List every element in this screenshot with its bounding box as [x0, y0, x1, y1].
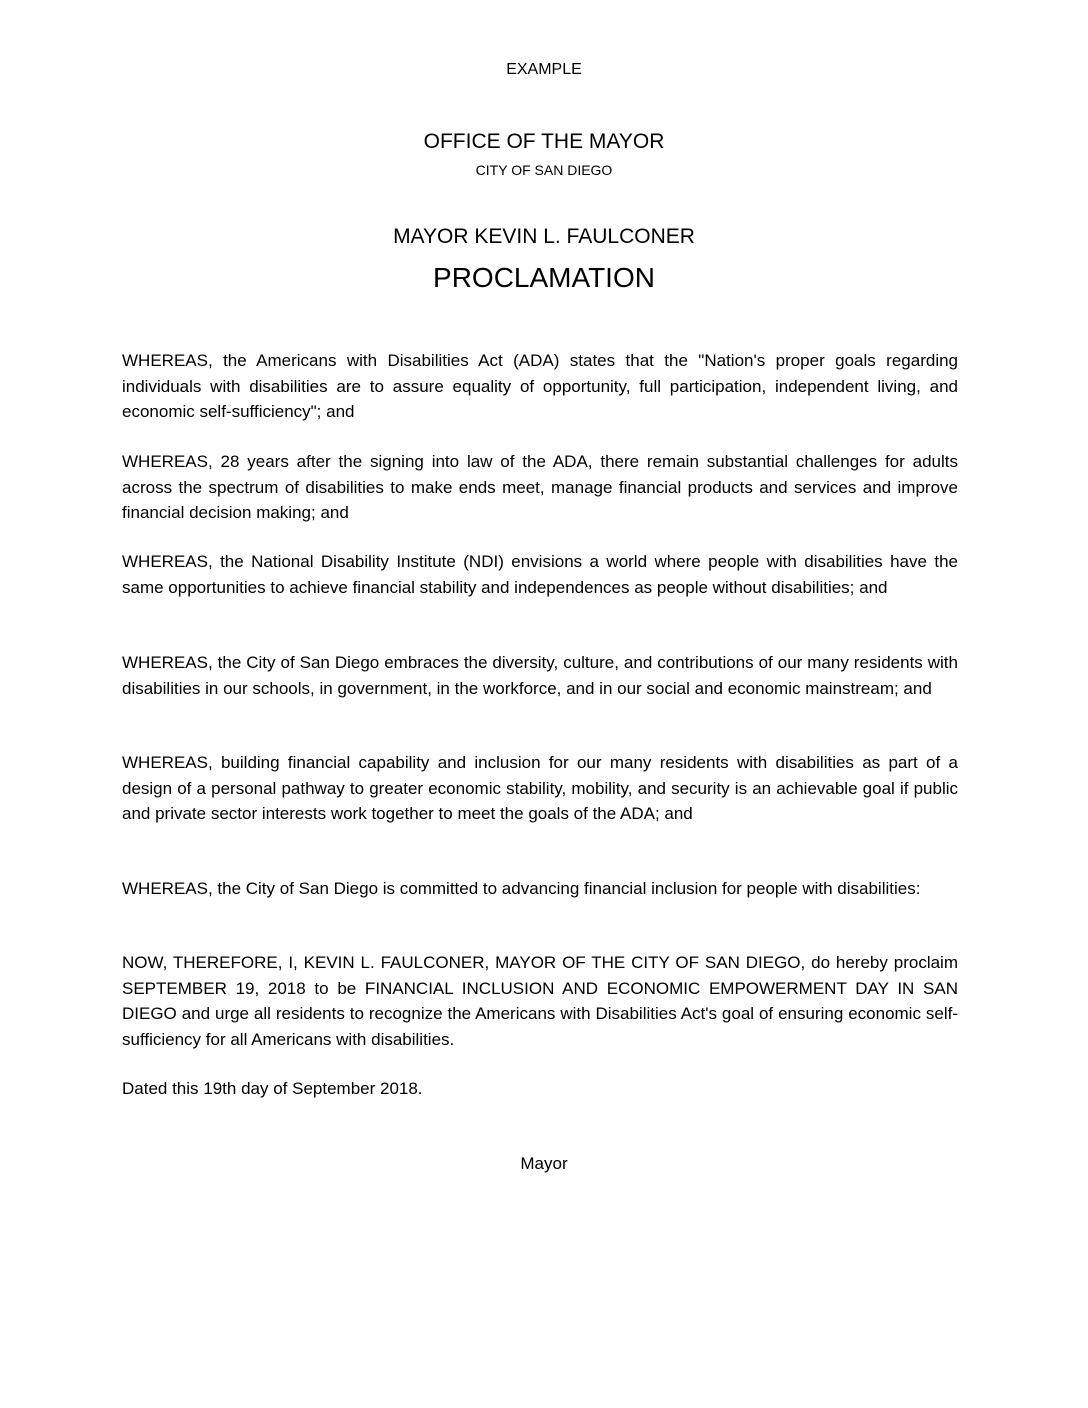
whereas-paragraph-6: WHEREAS, the City of San Diego is committed to advancing financial inclusion for people with disabilities: [122, 879, 921, 898]
whereas-paragraph-2: WHEREAS, 28 years after the signing into law of the ADA, there remain substantial challenges for adults across the spectrum of disabilities to make ends meet, manage financial products and services and improve financial decision making; and [122, 452, 958, 522]
mayor-heading: MAYOR KEVIN L. FAULCONER [393, 225, 695, 248]
proclamation-paragraph: NOW, THEREFORE, I, KEVIN L. FAULCONER, MAYOR OF THE CITY OF SAN DIEGO, do hereby proclaim SEPTEMBER 19, 2018 to be FINANCIAL INCLUSION AND ECONOMIC EMPOWERMENT DAY IN SAN DIEGO and urge all residents to recognize the Americans with Disabilities Act's goal of ensuring economic self-sufficiency for all Americans with disabilities. [122, 953, 958, 1049]
example-label: EXAMPLE [506, 61, 582, 78]
signature-label: Mayor [520, 1154, 568, 1173]
office-heading: OFFICE OF THE MAYOR [423, 130, 665, 153]
dated-line: Dated this 19th day of September 2018. [122, 1079, 423, 1098]
whereas-paragraph-3: WHEREAS, the National Disability Institute (NDI) envisions a world where people with disabilities have the same opportunities to achieve financial stability and independences as people without disabilities; and [122, 552, 958, 597]
document-title: PROCLAMATION [433, 262, 655, 293]
city-heading: CITY OF SAN DIEGO [475, 162, 613, 178]
whereas-paragraph-4: WHEREAS, the City of San Diego embraces the diversity, culture, and contributions of our many residents with disabilities in our schools, in government, in the workforce, and in our social and economic mainstream; and [122, 653, 958, 698]
whereas-paragraph-1: WHEREAS, the Americans with Disabilities Act (ADA) states that the "Nation's proper goals regarding individuals with disabilities are to assure equality of opportunity, full participation, independent living, and economic self-sufficiency"; and [122, 351, 958, 421]
whereas-paragraph-5: WHEREAS, building financial capability and inclusion for our many residents with disabilities as part of a design of a personal pathway to greater economic stability, mobility, and security is an achievable goal if public and private sector interests work together to meet the goals of the ADA; and [122, 753, 958, 823]
